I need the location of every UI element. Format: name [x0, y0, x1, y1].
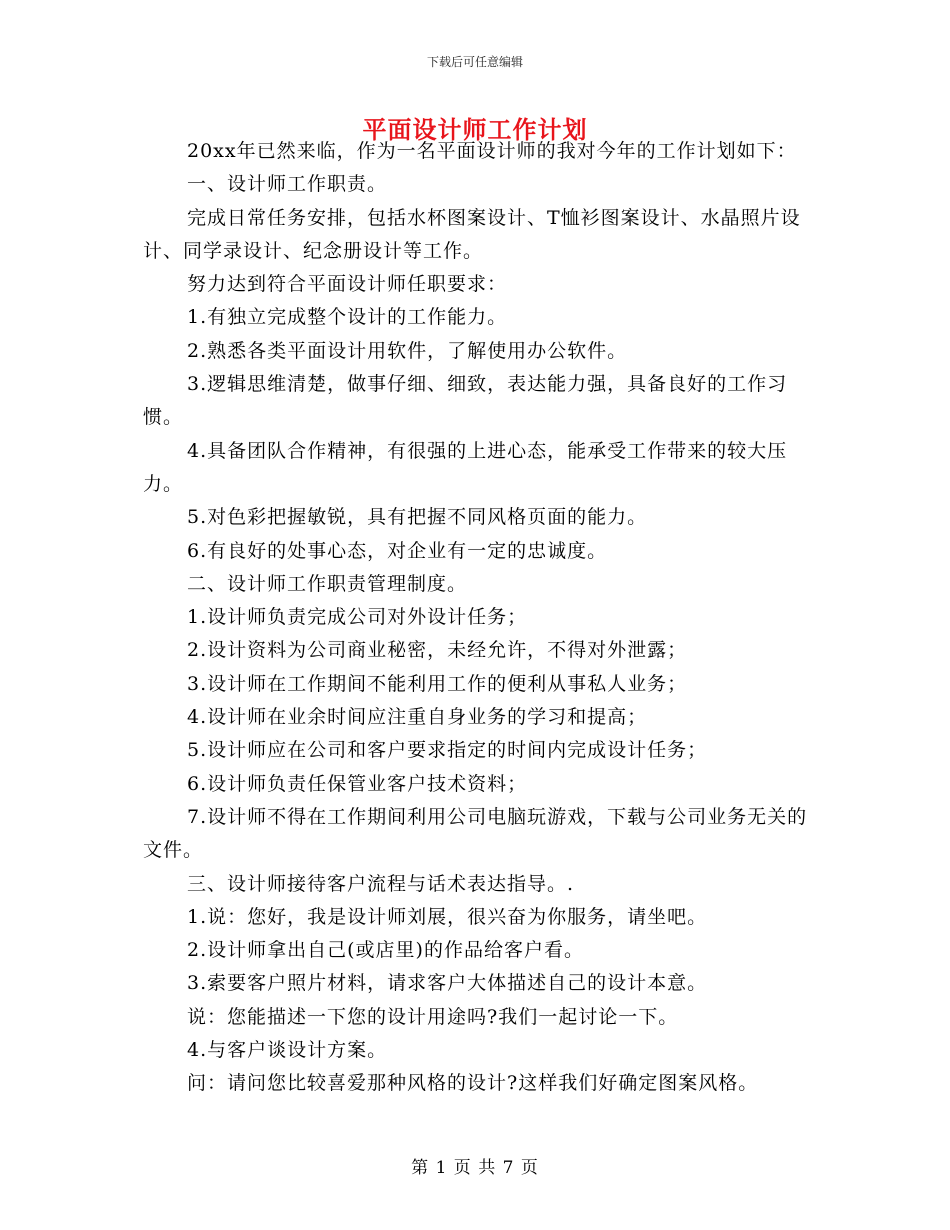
document-body	[143, 135, 808, 1101]
section-heading: 三、设计师接待客户流程与话术表达指导。.	[187, 872, 575, 895]
paragraph: 努力达到符合平面设计师任职要求：	[187, 273, 508, 296]
list-item: 1.说：您好，我是设计师刘展，很兴奋为你服务，请坐吧。	[187, 905, 708, 928]
header-note: 下载后可任意编辑	[426, 55, 523, 69]
list-item: 2.熟悉各类平面设计用软件，了解使用办公软件。	[187, 339, 628, 362]
list-item: 6.有良好的处事心态，对企业有一定的忠诚度。	[187, 539, 608, 562]
dialogue-line: 问：请问您比较喜爱那种风格的设计?这样我们好确定图案风格。	[187, 1072, 759, 1095]
list-item: 3.设计师在工作期间不能利用工作的便利从事私人业务；	[187, 672, 688, 695]
section-heading: 二、设计师工作职责管理制度。	[187, 572, 468, 595]
list-item: 3.索要客户照片材料，请求客户大体描述自己的设计本意。	[187, 972, 708, 995]
list-item: 6.设计师负责任保管业客户技术资料；	[187, 772, 528, 795]
list-item: 4.设计师在业余时间应注重自身业务的学习和提高；	[187, 706, 648, 729]
paragraph: 完成日常任务安排，包括水杯图案设计、T恤衫图案设计、水晶照片设计、同学录设计、纪念册设计等工作。	[143, 206, 801, 262]
list-item: 4.与客户谈设计方案。	[187, 1039, 388, 1062]
list-item: 3.逻辑思维清楚，做事仔细、细致，表达能力强，具备良好的工作习惯。	[143, 373, 788, 429]
page-number: 第 1 页 共 7 页	[411, 1158, 539, 1178]
paragraph: 20xx年已然来临，作为一名平面设计师的我对今年的工作计划如下：	[187, 140, 797, 162]
section-heading: 一、设计师工作职责。	[187, 173, 388, 196]
list-item: 2.设计资料为公司商业秘密，未经允许，不得对外泄露；	[187, 639, 688, 662]
list-item: 5.设计师应在公司和客户要求指定的时间内完成设计任务；	[187, 739, 708, 762]
list-item: 5.对色彩把握敏锐，具有把握不同风格页面的能力。	[187, 506, 648, 529]
list-item: 1.设计师负责完成公司对外设计任务；	[187, 606, 528, 629]
list-item: 2.设计师拿出自己(或店里)的作品给客户看。	[187, 939, 584, 962]
dialogue-line: 说：您能描述一下您的设计用途吗?我们一起讨论一下。	[187, 1005, 679, 1028]
list-item: 4.具备团队合作精神，有很强的上进心态，能承受工作带来的较大压力。	[143, 439, 788, 495]
document-title: 平面设计师工作计划	[362, 115, 588, 144]
list-item: 1.有独立完成整个设计的工作能力。	[187, 306, 508, 329]
list-item: 7.设计师不得在工作期间利用公司电脑玩游戏，下载与公司业务无关的文件。	[143, 805, 808, 862]
